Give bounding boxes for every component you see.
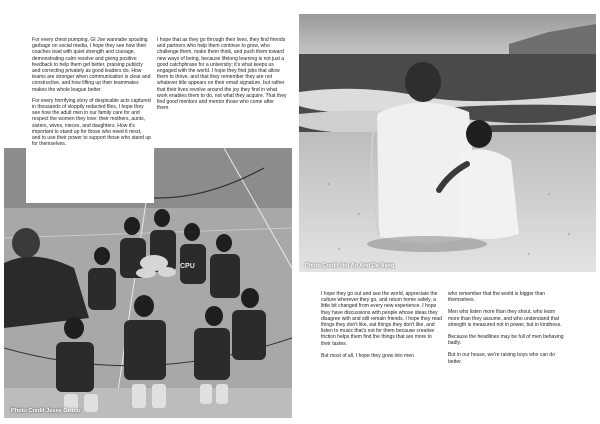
left-col1-paragraph-1: For every chest pumping, GI Joe wannabe spouting garbage on social media, I hope they see how their coaches lead with quiet strength and courage, demonstrating calm resolve and giving positive feedback to help them get better, praising publicly and correcting privately as good leaders do. How teams are stronger when communication is clear and constructive, and how lifting up their teammates makes the whole league better. — [32, 37, 151, 93]
beach-illustration — [299, 14, 596, 272]
right-col2-paragraph-3: Because the headlines may be full of men behaving badly. — [448, 334, 564, 347]
left-photo-credit: Photo Credit Jesse Orrico — [11, 408, 81, 414]
jersey-lettering: CPU — [180, 263, 195, 270]
right-text-column-1 — [321, 291, 442, 365]
left-text-column-2 — [153, 35, 291, 147]
right-col1-paragraph-2: But most of all, I hope they grow into men — [321, 352, 414, 359]
right-text-column-2 — [448, 291, 566, 371]
right-col2-paragraph-4: But in our house, we're raising boys who can do better. — [448, 352, 556, 365]
beach-photo — [299, 14, 596, 272]
right-col1-paragraph-1: I hope they go out and see the world, appreciate the culture wherever they go, and return home safely, a little bit changed from every new experience. I hope they have discussions with people whose ideas they disagree with and still remain friends. I hope they read things they don't like, eat things they don't like, and listen to music that's not for them because creative friction helps them find the things that are more to their tastes. — [321, 291, 442, 347]
right-photo-credit: Photo Credit Hoi An And Da Nang — [305, 263, 395, 269]
right-col2-paragraph-2: Men who listen more than they shout, who learn more than they assume, and who understand that strength is measured not in power, but in kindness. — [448, 309, 562, 328]
left-col1-paragraph-2: For every horrifying story of despicable acts captured in thousands of sloppily redacted files, I hope they see how the adult men in our family care for and respect the women they love: their mothers, aunts, sisters, wives, nieces, and daughters. How it's important to stand up for those who need it most, and to use their power to support those who stand up for themselves. — [32, 97, 151, 148]
left-text-column-1 — [26, 35, 154, 203]
right-col2-paragraph-1: who remember that the world is bigger than themselves. — [448, 291, 546, 304]
left-col2-paragraph-1: I hope that as they go through their lives, they find friends and partners who help them continue to grow, who challenge them, make them think, and push them toward new ways of being, because lifelong learning is not just a good catchphrase for a university; it's what keeps us engaged with the world. I hope they find jobs that allow them to thrive, and that they remember they are not whatever title appears on their email signature, but rather that their lives revolve around the joy they find in what work enables them to do, not what they acquire. That they find good mentors and mentor those who come after them. — [157, 37, 287, 112]
